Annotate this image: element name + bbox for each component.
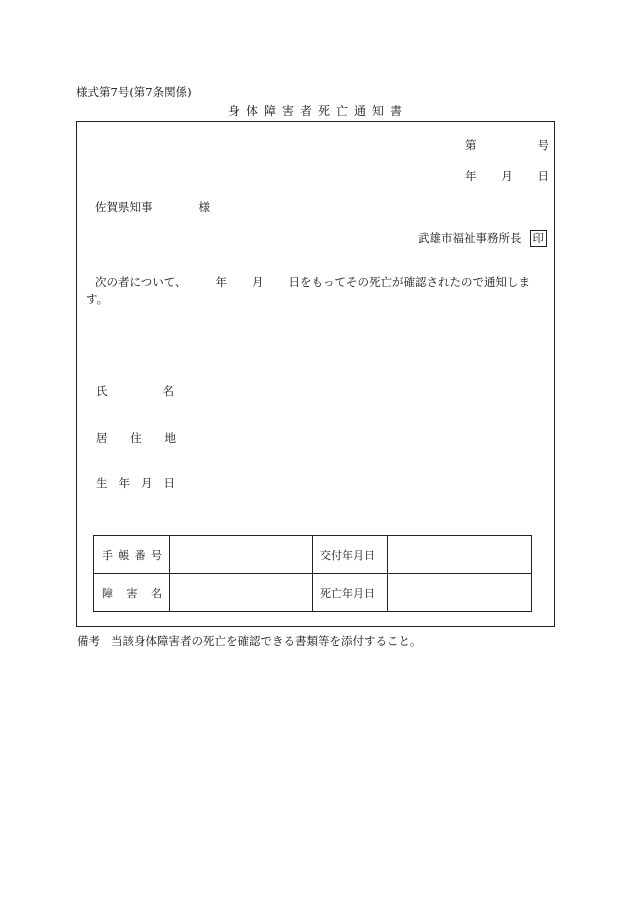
field-birthdate-char: 日 [163, 476, 175, 490]
field-birthdate-char: 月 [141, 476, 153, 490]
field-birthdate-char: 年 [118, 476, 130, 490]
label-char: 害 [126, 586, 138, 600]
remark-label: 備考 [77, 634, 100, 648]
notice-suffix: 日をもってその死亡が確認されたので通知します。 [86, 275, 531, 306]
number-suffix: 号 [537, 138, 549, 152]
handbook-number-label [94, 536, 170, 574]
number-prefix: 第 [465, 138, 477, 152]
issue-date-line [465, 168, 549, 184]
disability-name-value[interactable] [170, 574, 313, 612]
label-char: 障 [102, 586, 113, 600]
field-address-char: 地 [164, 431, 176, 445]
issuer-line [418, 230, 547, 247]
death-date-label: 死亡年月日 [313, 574, 388, 612]
addressee-line [95, 199, 210, 215]
notice-text [86, 274, 548, 308]
field-name-char: 名 [162, 384, 174, 398]
form-number: 様式第7号(第7条関係) [76, 85, 192, 99]
notice-year: 年 [215, 275, 228, 289]
handbook-number-value[interactable] [170, 536, 313, 574]
date-year: 年 [465, 169, 477, 183]
date-month: 月 [501, 169, 513, 183]
document-number-line [465, 137, 549, 153]
remark-text: 当該身体障害者の死亡を確認できる書類等を添付すること。 [111, 634, 422, 648]
document-title: 身体障害者死亡通知書 [227, 104, 408, 118]
field-birthdate [96, 475, 175, 491]
field-name-char: 氏 [96, 384, 108, 398]
table-row [94, 574, 532, 612]
remark-line [77, 633, 422, 649]
addressee: 佐賀県知事 [95, 200, 153, 214]
label-char: 帳 [118, 548, 130, 562]
label-char: 番 [134, 548, 146, 562]
issuer: 武雄市福祉事務所長 [418, 231, 522, 245]
field-birthdate-char: 生 [96, 476, 108, 490]
field-address [96, 430, 176, 446]
field-name [96, 383, 174, 399]
addressee-honorific: 様 [198, 200, 210, 214]
field-address-char: 居 [96, 431, 108, 445]
issue-date-label: 交付年月日 [313, 536, 388, 574]
disability-name-label [94, 574, 170, 612]
notice-prefix: 次の者について、 [95, 275, 187, 289]
death-date-value[interactable] [388, 574, 532, 612]
seal-box: 印 [530, 230, 548, 247]
label-char: 名 [151, 586, 162, 600]
label-char: 号 [150, 548, 162, 562]
info-table [93, 535, 532, 612]
issue-date-value[interactable] [388, 536, 532, 574]
date-day: 日 [537, 169, 549, 183]
label-char: 手 [102, 548, 113, 562]
table-row [94, 536, 532, 574]
field-address-char: 住 [130, 431, 142, 445]
notice-month: 月 [252, 275, 264, 289]
